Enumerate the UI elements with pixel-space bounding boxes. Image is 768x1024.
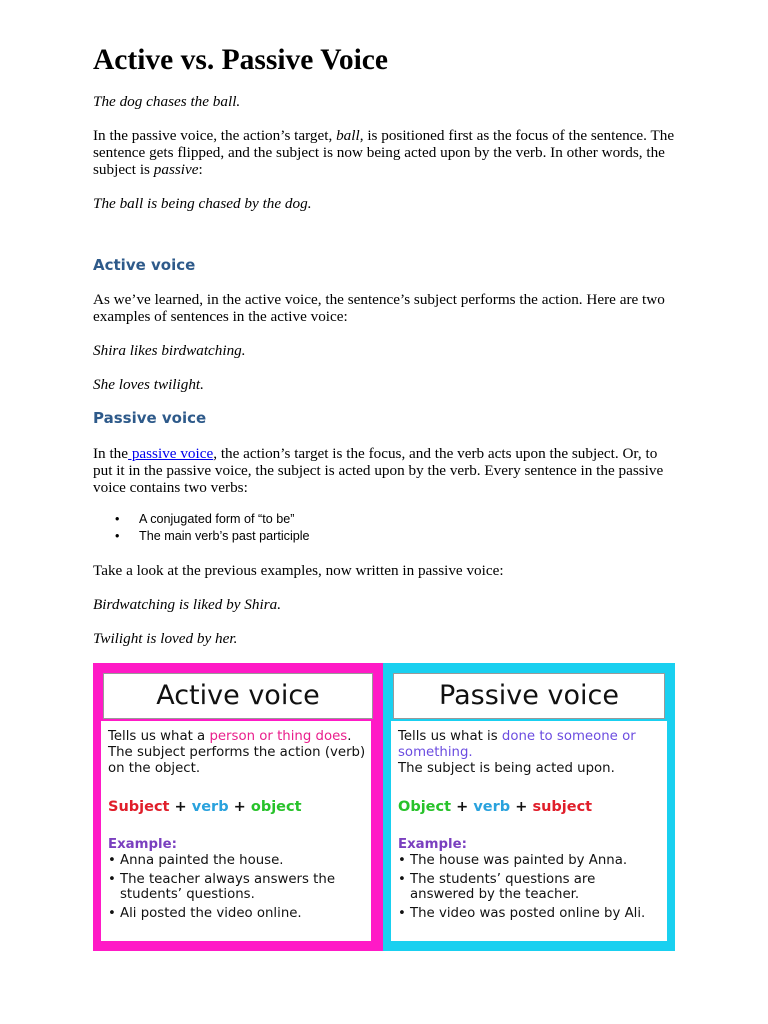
list-item: • The house was painted by Anna. (398, 853, 660, 869)
active-voice-heading: Active voice (103, 673, 373, 719)
text-run-italic: ball (336, 127, 360, 144)
bullet-list (115, 511, 310, 544)
list-item: • Ali posted the video online. (108, 906, 370, 922)
passive-voice-formula (398, 799, 592, 815)
paragraph-passive-intro (93, 127, 675, 178)
example-sentence-1: Shira likes birdwatching. (93, 342, 246, 359)
list-item: • The main verb’s past participle (115, 528, 310, 545)
formula-verb: verb (473, 799, 511, 815)
formula-subject: Subject (108, 799, 170, 815)
active-voice-description (108, 729, 374, 777)
paragraph-examples-intro: Take a look at the previous examples, now written in passive voice: (93, 562, 504, 579)
formula-object: Object (398, 799, 452, 815)
active-voice-panel (93, 663, 385, 951)
passive-voice-panel (383, 663, 675, 951)
formula-object: object (250, 799, 302, 815)
text-run: In the (93, 445, 129, 462)
list-item: • The video was posted online by Ali. (398, 906, 660, 922)
text-run-highlight: done to someone or something. (398, 729, 636, 760)
formula-plus: + (233, 799, 246, 815)
formula-plus: + (515, 799, 528, 815)
formula-plus: + (456, 799, 469, 815)
passive-voice-heading: Passive voice (393, 673, 665, 719)
heading-passive-voice: Passive voice (93, 409, 207, 427)
text-run: Tells us what is (398, 729, 502, 744)
list-item: • A conjugated form of “to be” (115, 511, 310, 528)
formula-verb: verb (191, 799, 229, 815)
list-item: • The students’ questions are answered by the teacher. (398, 872, 660, 903)
text-run: . (347, 729, 352, 744)
text-run: The subject is being acted upon. (398, 761, 615, 776)
formula-subject: subject (532, 799, 593, 815)
passive-voice-description (398, 729, 664, 777)
active-voice-body (101, 721, 371, 941)
voice-comparison-infographic (93, 663, 675, 951)
paragraph-active-explanation: As we’ve learned, in the active voice, the sentence’s subject performs the action. Here are two examples of sentences in the active voice: (93, 291, 665, 325)
active-example-label: Example: (108, 837, 177, 852)
text-run-highlight: person or thing does (209, 729, 348, 744)
list-item: • The teacher always answers the students’ questions. (108, 872, 370, 903)
passive-voice-link[interactable]: passive voice (128, 445, 214, 462)
text-run: In the passive voice, the action’s target, (93, 127, 337, 144)
text-run: The subject performs the action (verb) on the object. (108, 745, 366, 776)
example-passive-1: Birdwatching is liked by Shira. (93, 596, 281, 613)
active-example-list (108, 853, 370, 924)
passive-example-label: Example: (398, 837, 467, 852)
active-voice-formula (108, 799, 302, 815)
paragraph-passive-explanation (93, 445, 675, 496)
example-passive-2: Twilight is loved by her. (93, 630, 238, 647)
list-item: • Anna painted the house. (108, 853, 370, 869)
text-run: : (198, 161, 203, 178)
heading-active-voice: Active voice (93, 256, 196, 274)
passive-voice-body (391, 721, 667, 941)
text-run-italic: passive (153, 161, 199, 178)
text-run: Tells us what a (108, 729, 210, 744)
example-sentence-2: She loves twilight. (93, 376, 204, 393)
example-sentence-active: The dog chases the ball. (93, 93, 241, 110)
text-run: , the action’s target is the focus, and the verb acts upon the subject. Or, to put it in the passive voice, the subject is acted upon by the verb. Every sentence in the passive voice contains two verbs: (93, 445, 664, 496)
formula-plus: + (174, 799, 187, 815)
page-title: Active vs. Passive Voice (93, 44, 388, 76)
example-sentence-passive: The ball is being chased by the dog. (93, 195, 312, 212)
text-run: , is positioned first as the focus of the sentence. The sentence gets flipped, and the subject is now being acted upon by the verb. In other words, the subject is (93, 127, 675, 178)
passive-example-list (398, 853, 660, 924)
